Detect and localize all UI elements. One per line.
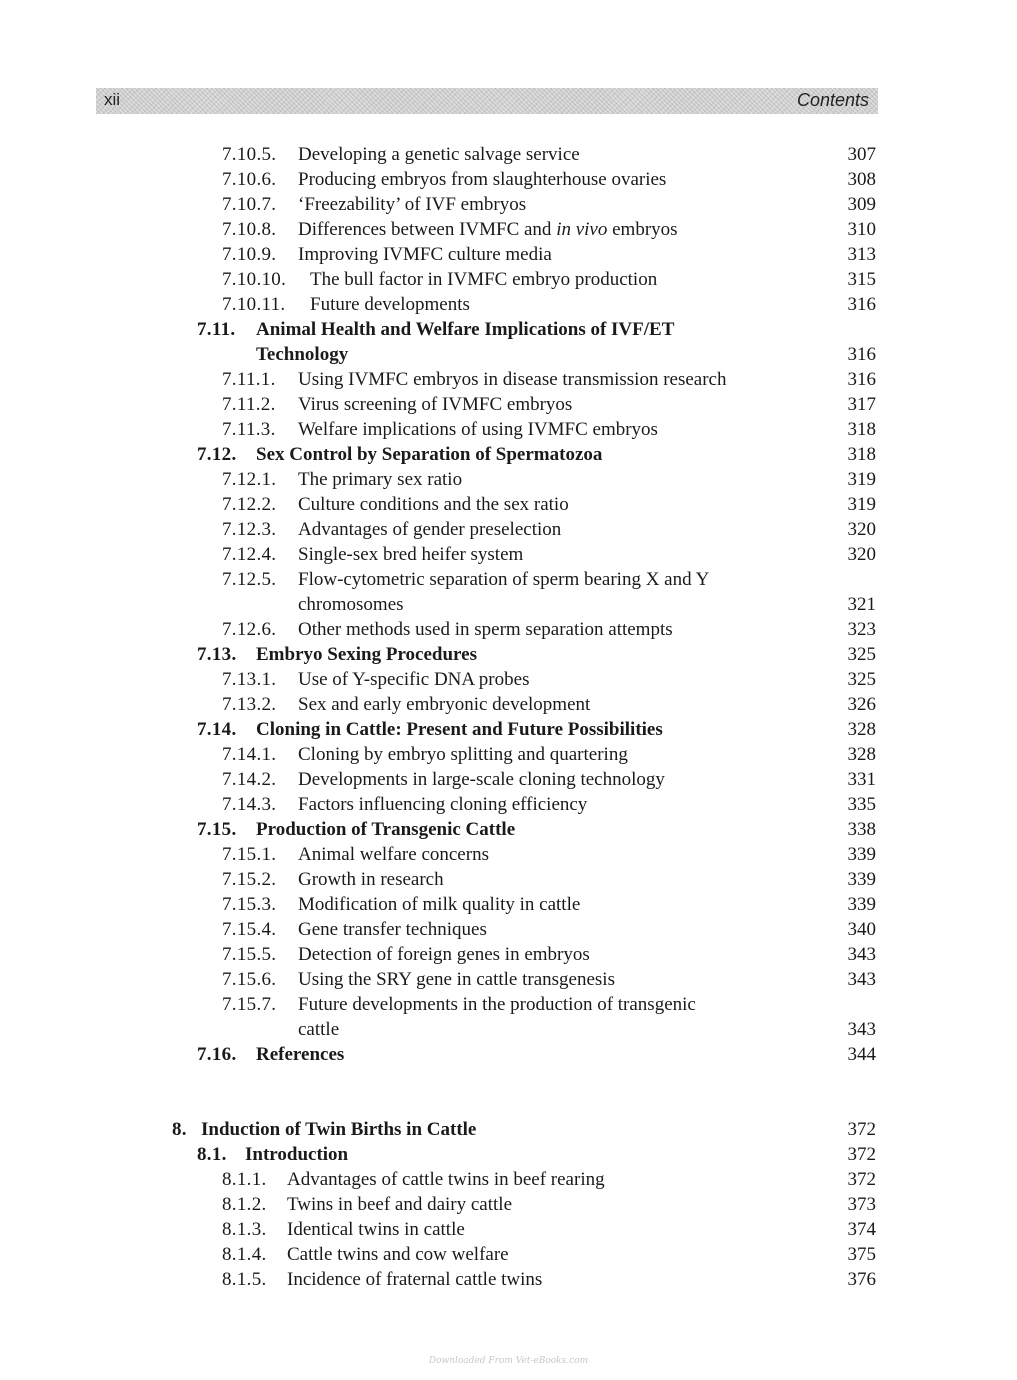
entry-title: Producing embryos from slaughterhouse ovaries bbox=[298, 169, 667, 190]
entry-title-continued: chromosomes bbox=[298, 594, 404, 615]
entry-number: 7.11.3. bbox=[222, 419, 276, 440]
toc-entry-7-10-6 bbox=[0, 169, 1017, 194]
entry-page: 316 bbox=[847, 369, 876, 390]
section-number: 7.13. bbox=[197, 644, 237, 665]
entry-title: Growth in research bbox=[298, 869, 444, 890]
entry-number: 8.1.4. bbox=[222, 1244, 267, 1265]
entry-page: 343 bbox=[847, 1019, 876, 1040]
toc-section-8-1 bbox=[0, 1144, 1017, 1169]
entry-title: Welfare implications of using IVMFC embryos bbox=[298, 419, 658, 440]
toc-chapter-8 bbox=[0, 1119, 1017, 1144]
toc-entry-7-12-5-continued bbox=[0, 594, 1017, 619]
toc-entry-7-10-9 bbox=[0, 244, 1017, 269]
toc-entry-7-13-1 bbox=[0, 669, 1017, 694]
section-page: 328 bbox=[847, 719, 876, 740]
section-title: Sex Control by Separation of Spermatozoa bbox=[256, 444, 603, 465]
toc-entry-7-14-3 bbox=[0, 794, 1017, 819]
entry-title-italic: in vivo bbox=[556, 219, 608, 240]
entry-title bbox=[298, 219, 678, 241]
entry-page: 321 bbox=[847, 594, 876, 615]
entry-title: The primary sex ratio bbox=[298, 469, 463, 490]
toc-section-7-13 bbox=[0, 644, 1017, 669]
entry-number: 7.14.2. bbox=[222, 769, 277, 790]
entry-page: 372 bbox=[847, 1169, 876, 1190]
entry-number: 7.15.5. bbox=[222, 944, 277, 965]
toc-entry-7-15-7-continued bbox=[0, 1019, 1017, 1044]
section-page: 318 bbox=[847, 444, 876, 465]
entry-number: 7.11.1. bbox=[222, 369, 276, 390]
entry-title: Incidence of fraternal cattle twins bbox=[287, 1269, 543, 1290]
entry-number: 7.15.6. bbox=[222, 969, 277, 990]
entry-title: Use of Y-specific DNA probes bbox=[298, 669, 530, 690]
section-number: 7.14. bbox=[197, 719, 237, 740]
section-title: Embryo Sexing Procedures bbox=[256, 644, 477, 665]
entry-page: 315 bbox=[847, 269, 876, 290]
section-number: 8.1. bbox=[197, 1144, 227, 1165]
toc-entry-7-15-5 bbox=[0, 944, 1017, 969]
section-title: Animal Health and Welfare Implications of IVF/ET bbox=[256, 319, 675, 340]
entry-number: 7.12.6. bbox=[222, 619, 277, 640]
entry-number: 7.13.1. bbox=[222, 669, 277, 690]
entry-number: 8.1.1. bbox=[222, 1169, 267, 1190]
entry-title-part: embryos bbox=[607, 219, 678, 240]
toc-section-7-11 bbox=[0, 319, 1017, 344]
entry-number: 7.15.1. bbox=[222, 844, 277, 865]
entry-title: Cattle twins and cow welfare bbox=[287, 1244, 509, 1265]
entry-page: 316 bbox=[847, 294, 876, 315]
toc-entry-7-10-5 bbox=[0, 144, 1017, 169]
toc-entry-7-14-1 bbox=[0, 744, 1017, 769]
section-number: 7.16. bbox=[197, 1044, 237, 1065]
section-page: 316 bbox=[847, 344, 876, 365]
entry-number: 8.1.5. bbox=[222, 1269, 267, 1290]
section-title: References bbox=[256, 1044, 345, 1065]
entry-title: Gene transfer techniques bbox=[298, 919, 487, 940]
entry-number: 7.12.3. bbox=[222, 519, 277, 540]
entry-number: 8.1.2. bbox=[222, 1194, 267, 1215]
toc-entry-8-1-3 bbox=[0, 1219, 1017, 1244]
entry-number: 7.11.2. bbox=[222, 394, 276, 415]
toc-entry-8-1-2 bbox=[0, 1194, 1017, 1219]
entry-title: Other methods used in sperm separation attempts bbox=[298, 619, 673, 640]
entry-number: 7.10.8. bbox=[222, 219, 277, 240]
entry-page: 325 bbox=[847, 669, 876, 690]
entry-title-continued: cattle bbox=[298, 1019, 340, 1040]
entry-title: Twins in beef and dairy cattle bbox=[287, 1194, 513, 1215]
entry-title: Future developments bbox=[310, 294, 470, 315]
chapter-page: 372 bbox=[847, 1119, 876, 1140]
toc-entry-8-1-1 bbox=[0, 1169, 1017, 1194]
watermark: Downloaded From Vet-eBooks.com bbox=[428, 1356, 589, 1366]
toc-entry-7-15-3 bbox=[0, 894, 1017, 919]
entry-page: 343 bbox=[847, 969, 876, 990]
entry-title: ‘Freezability’ of IVF embryos bbox=[298, 194, 527, 215]
toc-entry-7-11-3 bbox=[0, 419, 1017, 444]
entry-page: 318 bbox=[847, 419, 876, 440]
entry-number: 7.15.4. bbox=[222, 919, 277, 940]
entry-title: Developing a genetic salvage service bbox=[298, 144, 580, 165]
toc-entry-7-15-7 bbox=[0, 994, 1017, 1019]
entry-number: 7.10.7. bbox=[222, 194, 277, 215]
toc-entry-7-12-3 bbox=[0, 519, 1017, 544]
entry-page: 319 bbox=[847, 469, 876, 490]
entry-number: 7.12.4. bbox=[222, 544, 277, 565]
entry-number: 7.10.11. bbox=[222, 294, 286, 315]
entry-page: 317 bbox=[847, 394, 876, 415]
entry-title: The bull factor in IVMFC embryo production bbox=[310, 269, 658, 290]
entry-page: 319 bbox=[847, 494, 876, 515]
chapter-title: Induction of Twin Births in Cattle bbox=[201, 1119, 477, 1140]
entry-title: Flow-cytometric separation of sperm bearing X and Y bbox=[298, 569, 710, 590]
entry-number: 7.13.2. bbox=[222, 694, 277, 715]
entry-number: 7.12.1. bbox=[222, 469, 277, 490]
entry-title: Improving IVMFC culture media bbox=[298, 244, 552, 265]
entry-number: 7.12.5. bbox=[222, 569, 277, 590]
toc-entry-7-10-10 bbox=[0, 269, 1017, 294]
toc-entry-7-12-5 bbox=[0, 569, 1017, 594]
toc-entry-8-1-4 bbox=[0, 1244, 1017, 1269]
entry-title-part: Differences between IVMFC and bbox=[298, 219, 557, 240]
entry-number: 8.1.3. bbox=[222, 1219, 267, 1240]
entry-title: Modification of milk quality in cattle bbox=[298, 894, 581, 915]
entry-page: 328 bbox=[847, 744, 876, 765]
entry-title: Culture conditions and the sex ratio bbox=[298, 494, 569, 515]
entry-title: Using IVMFC embryos in disease transmission research bbox=[298, 369, 727, 390]
entry-title: Using the SRY gene in cattle transgenesis bbox=[298, 969, 615, 990]
toc-entry-7-10-8 bbox=[0, 219, 1017, 244]
entry-number: 7.15.7. bbox=[222, 994, 277, 1015]
section-title-continued: Technology bbox=[256, 344, 349, 365]
entry-page: 339 bbox=[847, 844, 876, 865]
section-page: 325 bbox=[847, 644, 876, 665]
toc-section-7-14 bbox=[0, 719, 1017, 744]
entry-page: 343 bbox=[847, 944, 876, 965]
running-header-band bbox=[96, 88, 878, 114]
running-title: Contents bbox=[796, 90, 869, 110]
toc-entry-7-14-2 bbox=[0, 769, 1017, 794]
section-title: Cloning in Cattle: Present and Future Possibilities bbox=[256, 719, 663, 740]
entry-title: Virus screening of IVMFC embryos bbox=[298, 394, 573, 415]
entry-page: 376 bbox=[847, 1269, 876, 1290]
entry-page: 320 bbox=[847, 544, 876, 565]
section-page: 372 bbox=[847, 1144, 876, 1165]
section-page: 344 bbox=[847, 1044, 876, 1065]
entry-title: Advantages of gender preselection bbox=[298, 519, 562, 540]
toc-section-7-11-continued bbox=[0, 344, 1017, 369]
entry-title: Animal welfare concerns bbox=[298, 844, 489, 865]
toc-section-7-16 bbox=[0, 1044, 1017, 1069]
entry-number: 7.15.2. bbox=[222, 869, 277, 890]
section-title: Introduction bbox=[245, 1144, 349, 1165]
entry-page: 309 bbox=[847, 194, 876, 215]
entry-title: Sex and early embryonic development bbox=[298, 694, 591, 715]
entry-title: Advantages of cattle twins in beef rearing bbox=[287, 1169, 605, 1190]
toc-entry-7-11-2 bbox=[0, 394, 1017, 419]
entry-title: Identical twins in cattle bbox=[287, 1219, 465, 1240]
section-number: 7.12. bbox=[197, 444, 237, 465]
chapter-number: 8. bbox=[172, 1119, 187, 1140]
toc-entry-7-12-1 bbox=[0, 469, 1017, 494]
toc-entry-8-1-5 bbox=[0, 1269, 1017, 1294]
entry-page: 313 bbox=[847, 244, 876, 265]
entry-page: 375 bbox=[847, 1244, 876, 1265]
toc-entry-7-11-1 bbox=[0, 369, 1017, 394]
page-number: xii bbox=[104, 90, 121, 109]
entry-title: Developments in large-scale cloning technology bbox=[298, 769, 665, 790]
entry-title: Future developments in the production of transgenic bbox=[298, 994, 696, 1015]
section-number: 7.15. bbox=[197, 819, 237, 840]
toc-entry-7-12-2 bbox=[0, 494, 1017, 519]
toc-entry-7-15-1 bbox=[0, 844, 1017, 869]
entry-number: 7.10.6. bbox=[222, 169, 277, 190]
section-number: 7.11. bbox=[197, 319, 236, 340]
entry-page: 340 bbox=[847, 919, 876, 940]
entry-number: 7.14.1. bbox=[222, 744, 277, 765]
entry-page: 307 bbox=[847, 144, 876, 165]
entry-number: 7.10.9. bbox=[222, 244, 277, 265]
entry-page: 320 bbox=[847, 519, 876, 540]
entry-page: 326 bbox=[847, 694, 876, 715]
entry-page: 308 bbox=[847, 169, 876, 190]
entry-number: 7.10.10. bbox=[222, 269, 287, 290]
toc-entry-7-10-11 bbox=[0, 294, 1017, 319]
entry-title: Factors influencing cloning efficiency bbox=[298, 794, 588, 815]
table-of-contents bbox=[0, 144, 1017, 1294]
toc-entry-7-15-4 bbox=[0, 919, 1017, 944]
toc-entry-7-12-6 bbox=[0, 619, 1017, 644]
entry-title: Single-sex bred heifer system bbox=[298, 544, 524, 565]
entry-page: 310 bbox=[847, 219, 876, 240]
entry-number: 7.12.2. bbox=[222, 494, 277, 515]
entry-title: Cloning by embryo splitting and quartering bbox=[298, 744, 628, 765]
toc-entry-7-10-7 bbox=[0, 194, 1017, 219]
entry-page: 373 bbox=[847, 1194, 876, 1215]
toc-entry-7-15-2 bbox=[0, 869, 1017, 894]
toc-section-7-15 bbox=[0, 819, 1017, 844]
section-title: Production of Transgenic Cattle bbox=[256, 819, 516, 840]
entry-page: 335 bbox=[847, 794, 876, 815]
entry-page: 323 bbox=[847, 619, 876, 640]
toc-entry-7-12-4 bbox=[0, 544, 1017, 569]
entry-number: 7.10.5. bbox=[222, 144, 277, 165]
toc-entry-7-15-6 bbox=[0, 969, 1017, 994]
entry-title: Detection of foreign genes in embryos bbox=[298, 944, 590, 965]
entry-number: 7.15.3. bbox=[222, 894, 277, 915]
section-page: 338 bbox=[847, 819, 876, 840]
toc-entry-7-13-2 bbox=[0, 694, 1017, 719]
toc-section-7-12 bbox=[0, 444, 1017, 469]
entry-page: 374 bbox=[847, 1219, 876, 1240]
entry-page: 339 bbox=[847, 894, 876, 915]
entry-page: 331 bbox=[847, 769, 876, 790]
entry-page: 339 bbox=[847, 869, 876, 890]
entry-number: 7.14.3. bbox=[222, 794, 277, 815]
